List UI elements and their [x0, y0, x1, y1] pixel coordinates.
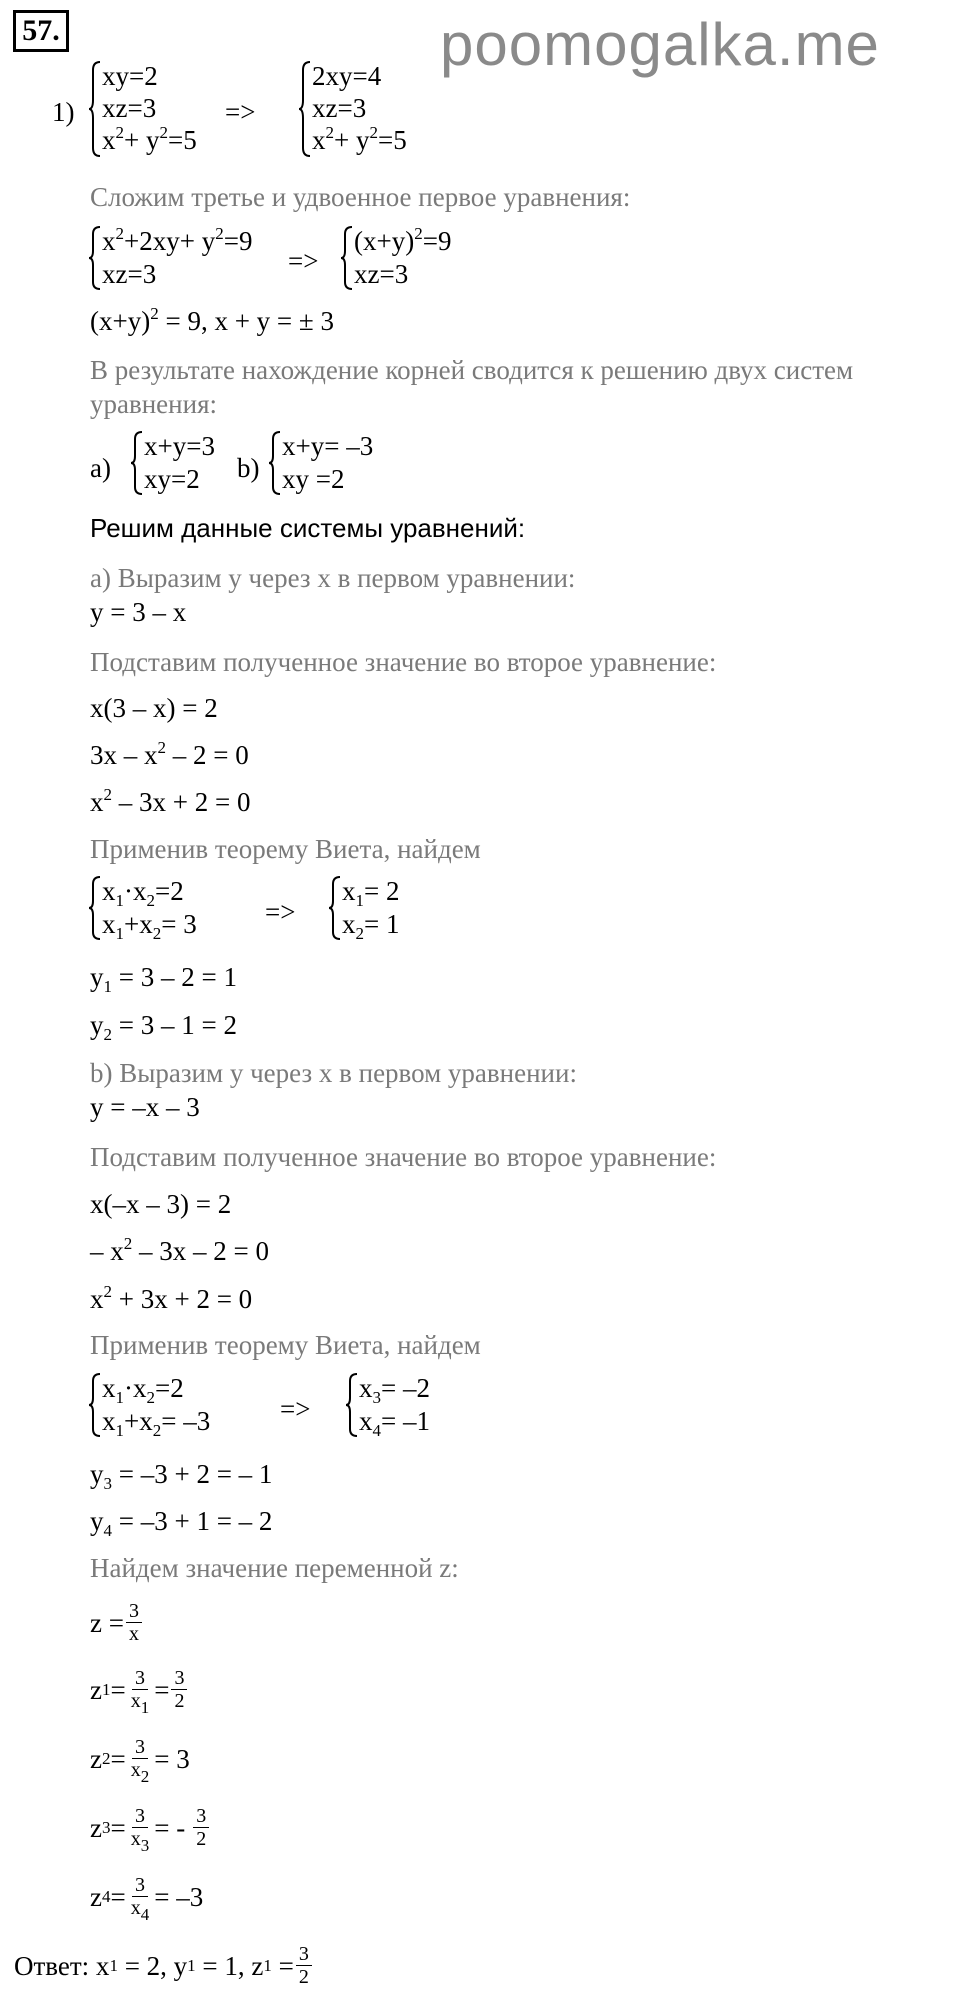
equation: $3x - x^2 - 2 = 0$: [90, 738, 249, 770]
brace-icon: [88, 60, 102, 158]
fraction: $\frac{3}{2}$: [296, 1943, 312, 1988]
brace-icon: [88, 225, 102, 291]
system-roots: [328, 875, 399, 941]
system-initial: [88, 60, 197, 158]
implies-arrow: =>: [288, 246, 319, 276]
brace-icon: [130, 430, 144, 496]
system-doubled: [298, 60, 407, 158]
equation: $x_1= 2$: [342, 876, 400, 910]
equation: z = $\frac{3}{x}$: [90, 1600, 144, 1645]
instruction-text: Подставим полученное значение во второе уравнение:: [90, 1142, 717, 1172]
explanation-text: уравнения:: [90, 389, 217, 419]
equation: $x_1+x_2= 3$: [102, 909, 197, 943]
case-label-b: b): [237, 453, 260, 483]
system-sum: [88, 225, 252, 291]
equation: $x^2+ y^2=5$: [312, 123, 407, 155]
equation: xy=2: [102, 61, 158, 91]
system-square: [340, 225, 451, 291]
equation: $(x+y)^2 = 9$, x + y = ± 3: [90, 304, 334, 336]
equation: xz=3: [102, 93, 157, 123]
equation: $x^2 + 3x + 2 = 0$: [90, 1282, 253, 1314]
brace-icon: [328, 875, 342, 941]
system-vieta: [88, 1372, 210, 1438]
system-vieta: [88, 875, 197, 941]
equation: xy =2: [282, 464, 345, 494]
equation: x+y= –3: [282, 431, 374, 461]
equation: xz=3: [354, 259, 409, 289]
equation: $x_3= -2$: [359, 1373, 430, 1407]
equation: z 2 = $\frac{3}{x_2}$ = 3: [90, 1736, 190, 1786]
case-label-a: a): [90, 453, 111, 483]
instruction-text: Применив теорему Виета, найдем: [90, 1330, 481, 1360]
equation: x(–x – 3) = 2: [90, 1189, 232, 1219]
instruction-text: a) Выразим y через x в первом уравнении:: [90, 563, 576, 593]
part-label: 1): [52, 97, 75, 127]
implies-arrow: =>: [265, 897, 296, 927]
equation: xz=3: [102, 259, 157, 289]
equation: 2xy=4: [312, 61, 382, 91]
equation: y = –x – 3: [90, 1092, 200, 1122]
brace-icon: [88, 1372, 102, 1438]
equation: z 4 = $\frac{3}{x_4}$ = –3: [90, 1874, 204, 1924]
equation: x(3 – x) = 2: [90, 693, 218, 723]
implies-arrow: =>: [225, 97, 256, 127]
brace-icon: [88, 875, 102, 941]
equation: $x_1+x_2= -3$: [102, 1406, 211, 1440]
instruction-text: Подставим полученное значение во второе уравнение:: [90, 647, 717, 677]
equation: $x^2+ y^2=5$: [102, 123, 197, 155]
equation: $x_1\cdot x_2=2$: [102, 876, 184, 910]
explanation-text: В результате нахождение корней сводится к решению двух систем: [90, 355, 854, 385]
equation: xz=3: [312, 93, 367, 123]
system-roots: [345, 1372, 430, 1438]
fraction: $\frac{3}{2}$: [193, 1805, 209, 1850]
fraction: $\frac{3}{x_2}$: [130, 1736, 150, 1786]
equation: y = 3 – x: [90, 597, 187, 627]
brace-icon: [345, 1372, 359, 1438]
equation: $y_3 = -3 + 2$ = – 1: [90, 1459, 273, 1493]
equation: x+y=3: [144, 431, 215, 461]
instruction-text: Применив теорему Виета, найдем: [90, 834, 481, 864]
equation: z 1 = $\frac{3}{x_1}$ = $\frac{3}{2}$: [90, 1667, 189, 1712]
equation: $(x+y)^2=9$: [354, 224, 452, 256]
fraction: $\frac{3}{x_1}$: [130, 1667, 150, 1717]
watermark: poomogalka.me: [440, 11, 880, 78]
equation: $y_4 = -3 + 1$ = – 2: [90, 1506, 273, 1540]
equation: xy=2: [144, 464, 200, 494]
fraction: $\frac{3}{x_3}$: [130, 1805, 150, 1855]
brace-icon: [340, 225, 354, 291]
instruction-text: Найдем значение переменной z:: [90, 1553, 459, 1583]
equation: $y_1 = 3 - 2 = 1$: [90, 962, 237, 996]
brace-icon: [298, 60, 312, 158]
answer: Ответ: x 1 = 2, y 1 = 1, z 1 = $\frac{3}{2}$: [14, 1943, 314, 1988]
problem-number: 57.: [13, 10, 69, 52]
fraction: $\frac{3}{x}$: [126, 1600, 142, 1645]
equation: z 3 = $\frac{3}{x_3}$ = - $\frac{3}{2}$: [90, 1805, 211, 1850]
equation: $y_2 = 3 - 1 = 2$: [90, 1010, 237, 1044]
equation: $x_4= -1$: [359, 1406, 430, 1440]
equation: – $x^2 - 3x - 2 = 0$: [90, 1234, 269, 1266]
instruction-text: b) Выразим y через x в первом уравнении:: [90, 1058, 577, 1088]
fraction: $\frac{3}{x_4}$: [130, 1874, 150, 1924]
instruction-text: Сложим третье и удвоенное первое уравнения:: [90, 182, 631, 212]
brace-icon: [268, 430, 282, 496]
equation: $x_2= 1$: [342, 909, 400, 943]
equation: $x_1\cdot x_2=2$: [102, 1373, 184, 1407]
fraction: $\frac{3}{2}$: [171, 1667, 187, 1712]
system-case-b: [268, 430, 373, 496]
equation: $x^2 - 3x + 2 = 0$: [90, 785, 251, 817]
implies-arrow: =>: [280, 1394, 311, 1424]
system-case-a: [130, 430, 215, 496]
equation: $x^2+2xy+ y^2=9$: [102, 224, 253, 256]
section-heading: Решим данные системы уравнений:: [90, 513, 526, 543]
